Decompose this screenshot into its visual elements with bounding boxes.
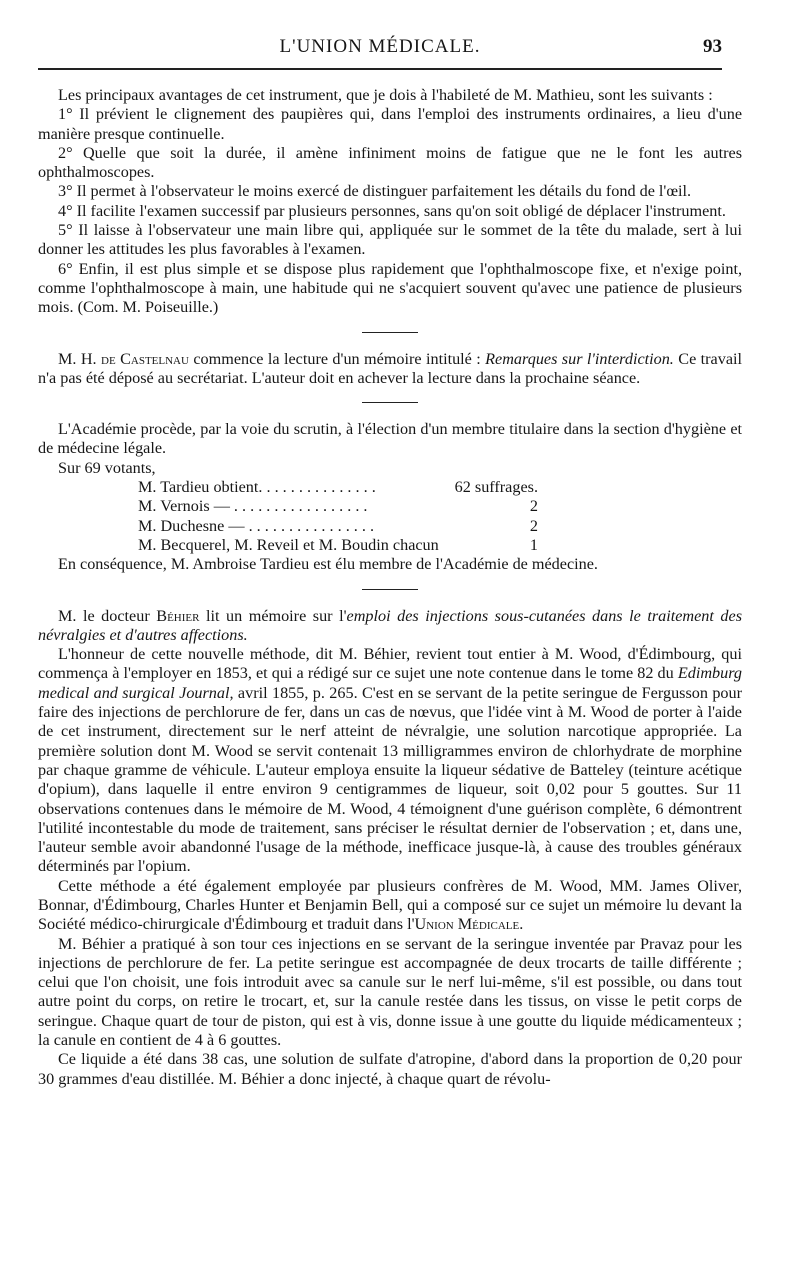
vote-row	[138, 536, 538, 555]
wood-text-2: avril 1855, p. 265. C'est en se servant de la petite seringue de Fergusson pour faire des injections de perchlorure de fer, dans un cas de nœvus, que l'idée vint à M. Wood de porter à l'aide de cet instrument, directement sur le nerf atteint de névralgie, une solution narcotique appropriée. La première solution dont M. Wood se servit contenait 13 milligrammes environ de chlorhydrate de morphine par chaque gramme de véhicule. L'auteur employa ensuite la liqueur sédative de Batteley (teinture acétique d'opium), dans laquelle il entre environ 9 centigrammes de liqueur, soit 0,02 pour 5 gouttes. Sur 11 observations contenues dans le mémoire de M. Wood, 4 témoignent d'une guérison complète, 6 démontrent l'utilité incontestable du mode de traitement, sans préciser le résultat dernier de l'observation ; et, dans une, l'auteur semble avoir abandonné l'usage de la méthode, inefficace jusque-là, à cause des troubles généraux déterminés par l'opium.	[38, 683, 742, 876]
behier-name: Béhier	[156, 606, 200, 625]
section-divider	[362, 402, 418, 403]
behier-intro	[38, 607, 742, 646]
election-intro: L'Académie procède, par la voie du scrutin, à l'élection d'un membre titulaire dans la section d'hygiène et de médecine légale.	[38, 420, 742, 458]
vote-count: 1	[529, 535, 538, 554]
behier-paragraph-atropine: Ce liquide a été dans 38 cas, une solution de sulfate d'atropine, d'abord dans la proportion de 0,20 pour 30 grammes d'eau distillée. M. Béhier a donc injecté, à chaque quart de révolu-	[38, 1050, 742, 1088]
advantage-item-4: 4° Il facilite l'examen successif par plusieurs personnes, sans qu'on soit obligé de déplacer l'instrument.	[58, 201, 726, 220]
advantage-item-5: 5° Il laisse à l'observateur une main libre qui, appliquée sur le sommet de la tête du malade, sert à lui donner les attitudes les plus favorables à l'examen.	[38, 221, 742, 259]
page-number: 93	[703, 36, 722, 57]
vote-row	[138, 497, 538, 516]
behier-prefix: M. le docteur	[58, 606, 157, 625]
vote-candidate: M. Duchesne — . . . . . . . . . . . . . . . .	[138, 516, 375, 535]
vote-candidate: M. Becquerel, M. Reveil et M. Boudin chacun	[138, 535, 439, 554]
vote-count: 2	[529, 516, 538, 535]
castelnau-text1: commence la lecture d'un mémoire intitulé :	[188, 349, 486, 368]
confreres-text: Cette méthode a été également employée par plusieurs confrères de M. Wood, MM. James Oliver, Bonnar, d'Édimbourg, Charles Hunter et Benjamin Bell, qui a composé sur ce sujet un mémoire lu devant la Société médico-chirurgicale d'Édimbourg et traduit dans l'	[38, 876, 742, 934]
election-conclusion: En conséquence, M. Ambroise Tardieu est élu membre de l'Académie de médecine.	[58, 555, 598, 574]
vote-row	[138, 478, 538, 497]
article-body	[38, 86, 742, 1089]
behier-memoir-title: emploi des injections sous-cutanées dans le traitement des névralgies et d'autres affections.	[38, 606, 742, 644]
vote-count: 2	[529, 497, 538, 516]
union-medicale-ref: Union Médicale.	[414, 915, 524, 934]
running-header	[38, 30, 722, 70]
election-voters: Sur 69 votants,	[58, 458, 156, 477]
journal-name: Edimburg medical and surgical Journal,	[38, 664, 742, 702]
advantage-item-1: 1° Il prévient le clignement des paupières qui, dans l'emploi des instruments ordinaires, a lieu d'une manière presque continuelle.	[38, 105, 742, 143]
section-divider	[362, 589, 418, 590]
advantage-item-3: 3° Il permet à l'observateur le moins exercé de distinguer parfaitement les détails du fond de l'œil.	[58, 182, 692, 201]
vote-count: 62 suffrages.	[454, 478, 538, 497]
behier-text: lit un mémoire sur l'	[199, 606, 347, 625]
behier-paragraph-pravaz: M. Béhier a pratiqué à son tour ces injections en se servant de la seringue inventée par Pravaz pour les injections de perchlorure de fer. La petite seringue est accompagnée de deux trocarts de taille différente ; celui que l'on choisit, une fois introduit avec sa canule sur le nerf lui-même, s'il est possible, ou dans tout autre point du corps, on retire le trocart, et, sur la canule restée dans les tissus, on visse le petit corps de seringue. Chaque quart de tour de piston, qui est à vis, donne issue à une goutte du liquide médicamenteux ; la canule en contient de 4 à 6 gouttes.	[38, 934, 742, 1050]
section-divider	[362, 332, 418, 333]
journal-title: L'UNION MÉDICALE.	[279, 36, 481, 57]
wood-text-1: L'honneur de cette nouvelle méthode, dit M. Béhier, revient tout entier à M. Wood, d'Édimbourg, qui commença à l'employer en 1853, et qui a rédigé sur ce sujet une note contenue dans le tome 82 du	[38, 645, 742, 683]
castelnau-prefix: M. H.	[58, 349, 102, 368]
advantages-intro: Les principaux avantages de cet instrument, que je dois à l'habileté de M. Mathieu, sont les suivants :	[58, 86, 713, 104]
castelnau-title: Remarques sur l'interdiction.	[485, 349, 674, 368]
castelnau-text2: Ce travail n'a pas été déposé au secrétariat. L'auteur doit en achever la lecture dans la prochaine séance.	[38, 349, 743, 387]
behier-paragraph-confreres	[38, 877, 742, 935]
behier-paragraph-wood	[38, 645, 742, 877]
vote-candidate: M. Tardieu obtient. . . . . . . . . . . . . . .	[138, 478, 376, 497]
castelnau-paragraph	[38, 350, 742, 389]
vote-row	[138, 517, 538, 536]
castelnau-name: de Castelnau	[101, 349, 189, 368]
election-results	[38, 478, 742, 555]
advantage-item-6: 6° Enfin, il est plus simple et se dispose plus rapidement que l'ophthalmoscope fixe, et n'exige point, comme l'ophthalmoscope à main, une habitude qui ne s'acquiert souvent qu'avec une patience de plusieurs mois. (Com. M. Poiseuille.)	[38, 259, 742, 317]
vote-candidate: M. Vernois — . . . . . . . . . . . . . . . . .	[138, 497, 368, 516]
advantage-item-2: 2° Quelle que soit la durée, il amène infiniment moins de fatigue que ne le font les autres ophthalmoscopes.	[38, 143, 742, 182]
